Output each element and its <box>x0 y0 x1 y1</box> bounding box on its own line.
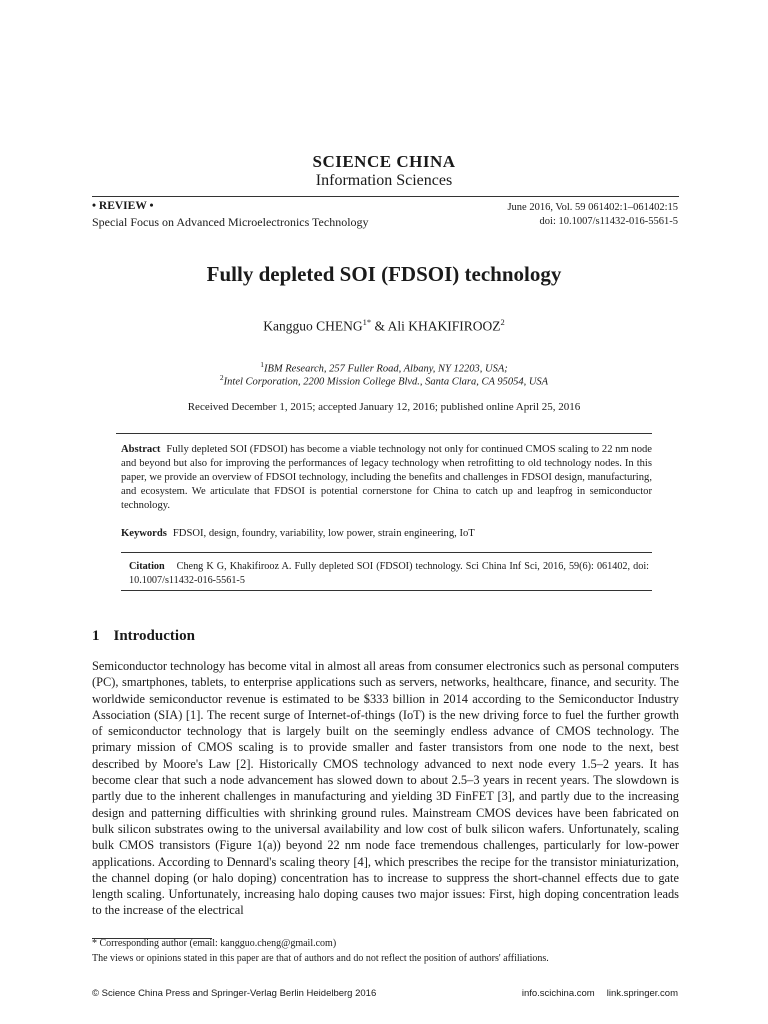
abstract-label: Abstract <box>121 444 161 455</box>
abstract-text: Fully depleted SOI (FDSOI) has become a viable technology not only for continued CMOS scaling to 22 nm node and beyond but also for improving the performances of legacy technology when retrofitting to old technology nodes. In this paper, we provide an overview of FDSOI technology, including the benefits and challenges in FDSOI design, manufacturing, and ecosystem. We articulate that FDSOI is potential cornerstone for China to catch up and leapfrog in semiconductor technology. <box>121 444 652 511</box>
section-number: 1 <box>92 628 100 644</box>
paper-title: Fully depleted SOI (FDSOI) technology <box>206 262 562 286</box>
doi: doi: 10.1007/s11432-016-5561-5 <box>539 216 678 227</box>
citation-top-rule <box>121 552 652 553</box>
authors <box>0 317 768 335</box>
journal-title: SCIENCE CHINA <box>312 152 456 171</box>
citation <box>129 560 649 587</box>
citation-bottom-rule <box>121 590 652 591</box>
issue-info: June 2016, Vol. 59 061402:1–061402:15 <box>507 202 678 213</box>
article-type: • REVIEW • <box>92 200 154 212</box>
footer-link-springer[interactable]: link.springer.com <box>606 988 678 999</box>
received-dates: Received December 1, 2015; accepted January 12, 2016; published online April 25, 2016 <box>187 401 581 413</box>
keywords-label: Keywords <box>121 528 167 539</box>
author-name: Ali KHAKIFIROOZ <box>387 318 501 334</box>
section-body: Semiconductor technology has become vital in almost all areas from consumer electronics such as personal computers (PC), smartphones, tablets, to enterprise applications such as servers, networks, healthcare, finance, and security. The worldwide semiconductor revenue is estimated to be $333 billion in 2014 according to the Semiconductor Industry Association (SIA) [1]. The recent surge of Internet-of-things (IoT) is the new driving force to fuel the further growth of semiconductor technology that is largely built on the seemingly endless advance of CMOS technology. The primary mission of CMOS scaling is to provide smaller and faster transistors from one node to the next, best described by Moore's Law [2]. Historically CMOS technology advanced to next node every 1.5–2 years. It has become clear that such a node advancement has slowed down to about 2.5–3 years in recent years. The slowdown is partly due to the inherent challenges in manufacturing and yielding 3D FinFET [3], and partly due to the increasing design and patterning difficulties with shrinking ground rules. Mainstream CMOS devices have been fabricated on bulk silicon substrates owing to the universal availability and low cost of bulk silicon wafers. Unfortunately, scaling bulk CMOS transistors (Figure 1(a)) beyond 22 nm node face tremendous challenges, particularly for low-power applications. According to Dennard's scaling theory [4], which prescribes the recipe for the transistor miniaturization, the channel doping (or halo doping) concentration has to increase to suppress the short-channel effects due to gate length scaling. Unfortunately, increasing halo doping causes two major issues: First, high doping concentration leads to the increase of the electrical <box>92 659 679 918</box>
affiliation-mark: 1 <box>260 360 264 369</box>
author-separator: & <box>371 318 388 334</box>
author-name: Kangguo CHENG <box>263 318 363 334</box>
affiliation-mark: 2 <box>219 373 224 382</box>
keywords-text: FDSOI, design, foundry, variability, low power, strain engineering, IoT <box>172 528 475 539</box>
footer-link-scichina[interactable]: info.scichina.com <box>521 988 595 999</box>
author-affiliation-mark: 1* <box>362 317 372 327</box>
author-affiliation-mark: 2 <box>500 317 505 327</box>
header-rule <box>92 196 679 197</box>
citation-text: Cheng K G, Khakifirooz A. Fully depleted SOI (FDSOI) technology. Sci China Inf Sci, 2016, 59(6): 061402, doi: 10.1007/s11432-016-5561-5 <box>129 561 649 586</box>
keywords <box>121 528 652 539</box>
section-heading <box>92 628 195 645</box>
special-focus: Special Focus on Advanced Microelectronics Technology <box>92 215 369 229</box>
affiliation-text: Intel Corporation, 2200 Mission College Blvd., Santa Clara, CA 95054, USA <box>223 376 549 388</box>
footer-links <box>510 988 678 999</box>
abstract-top-rule <box>116 433 652 434</box>
citation-label: Citation <box>129 561 165 572</box>
abstract <box>121 443 652 513</box>
copyright: © Science China Press and Springer-Verlag Berlin Heidelberg 2016 <box>92 988 377 999</box>
article-meta <box>507 201 678 229</box>
affiliation-2 <box>0 373 768 388</box>
affiliation-text: IBM Research, 257 Fuller Road, Albany, NY 12203, USA; <box>263 363 508 375</box>
footnote-disclaimer: The views or opinions stated in this paper are that of authors and do not reflect the position of authors' affiliations. <box>92 953 549 964</box>
journal-subtitle: Information Sciences <box>315 172 453 189</box>
footnote-corresponding: * Corresponding author (email: kangguo.cheng@gmail.com) <box>92 938 337 949</box>
section-title: Introduction <box>113 628 195 644</box>
